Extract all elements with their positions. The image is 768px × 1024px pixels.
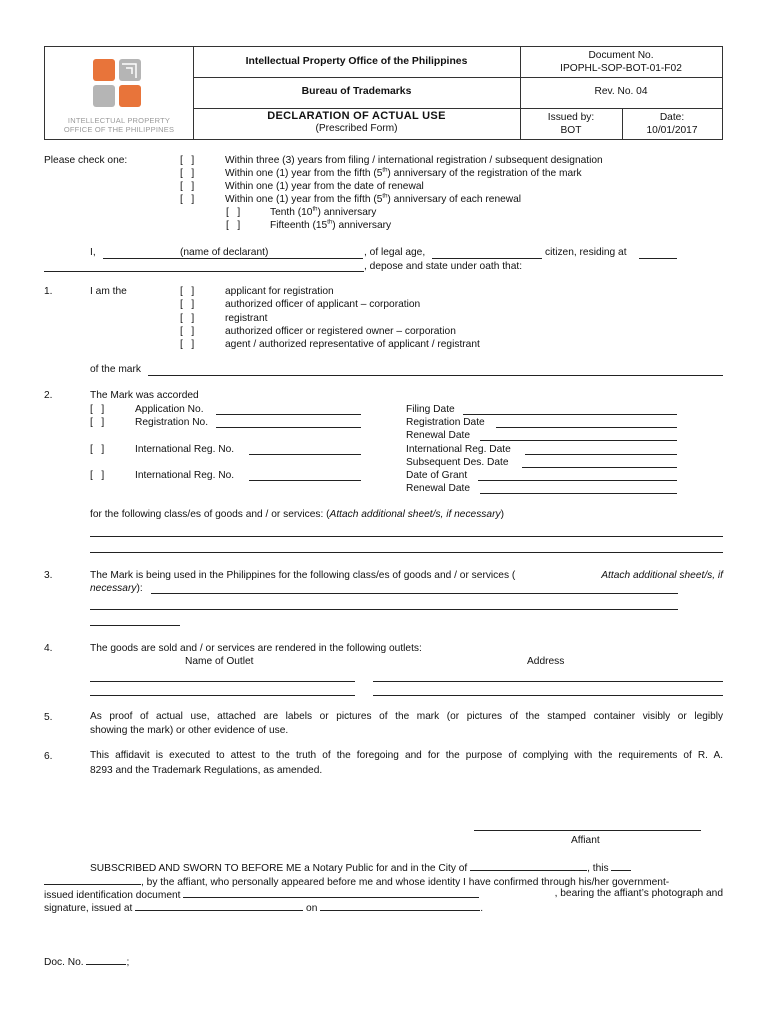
item5-line1: As proof of actual use, attached are labels or pictures of the mark (or pictures of the stamped container visibly or legibly: [90, 711, 723, 722]
check-one-label: Please check one:: [44, 155, 128, 166]
date-value: 10/01/2017: [646, 125, 698, 136]
reg-date-label: Registration Date: [406, 417, 485, 428]
id-document-blank[interactable]: [183, 887, 479, 898]
renewal-date-label: Renewal Date: [406, 430, 470, 441]
item6-number: 6.: [44, 751, 53, 762]
citizen-text: citizen, residing at: [545, 247, 627, 258]
checkbox-3[interactable]: [ ]: [180, 181, 195, 192]
bureau-name: Bureau of Trademarks: [301, 86, 412, 97]
item3-text-line2: necessary):: [90, 583, 143, 594]
reg-no-checkbox[interactable]: [ ]: [90, 417, 105, 428]
classes-line-1[interactable]: [90, 536, 723, 537]
option-fifteenth-anniversary: Fifteenth (15th) anniversary: [270, 219, 392, 231]
option-three-years: Within three (3) years from filing / international registration / subsequent designation: [225, 155, 603, 166]
subsequent-des-date-label: Subsequent Des. Date: [406, 457, 509, 468]
reg-no-label: Registration No.: [135, 417, 209, 428]
item3-text: The Mark is being used in the Philippines for the following class/es of goods and / or services ( Attach additional sheet/s, if: [90, 570, 723, 581]
jurat-line4: signature, issued at on .: [44, 900, 483, 915]
form-title: DECLARATION OF ACTUAL USE: [267, 110, 446, 122]
logo-text-line2: OFFICE OF THE PHILIPPINES: [63, 125, 175, 134]
ipophl-logo: [45, 47, 193, 139]
option-fifth-anniversary-registration: Within one (1) year from the fifth (5th) anniversary of the registration of the mark: [225, 167, 582, 179]
item1-checkbox-1[interactable]: [ ]: [180, 286, 195, 297]
option-fifth-anniversary-renewal: Within one (1) year from the fifth (5th) anniversary of each renewal: [225, 193, 522, 205]
subsequent-des-date-line[interactable]: [522, 467, 677, 468]
form-subtitle: (Prescribed Form): [315, 123, 398, 134]
residence-line-1[interactable]: [639, 258, 677, 259]
date-label: Date:: [659, 112, 685, 123]
residence-line-2[interactable]: [44, 271, 364, 272]
item2-number: 2.: [44, 390, 53, 401]
doc-no-value: IPOPHL-SOP-BOT-01-F02: [560, 63, 682, 74]
city-blank[interactable]: [470, 860, 587, 871]
intl-reg-no-line-2[interactable]: [249, 480, 361, 481]
item3-number: 3.: [44, 570, 53, 581]
checkbox-fifteenth[interactable]: [ ]: [226, 220, 241, 231]
month-year-blank[interactable]: [44, 874, 141, 885]
of-the-mark-label: of the mark: [90, 364, 141, 375]
intl-reg-no-checkbox-2[interactable]: [ ]: [90, 470, 105, 481]
app-no-line[interactable]: [216, 414, 361, 415]
intl-reg-no-label-1: International Reg. No.: [135, 444, 235, 455]
filing-date-line[interactable]: [463, 414, 677, 415]
legal-age-text: , of legal age,: [364, 247, 426, 258]
day-blank[interactable]: [611, 860, 631, 871]
item6-line2: 8293 and the Trademark Regulations, as amended.: [90, 765, 323, 776]
depose-text: , depose and state under oath that:: [364, 261, 523, 272]
citizenship-line[interactable]: [432, 258, 542, 259]
option-date-of-renewal: Within one (1) year from the date of renewal: [225, 181, 424, 192]
grant-date-line[interactable]: [478, 480, 677, 481]
checkbox-1[interactable]: [ ]: [180, 155, 195, 166]
checkbox-tenth[interactable]: [ ]: [226, 207, 241, 218]
intl-reg-no-label-2: International Reg. No.: [135, 470, 235, 481]
issued-by-value: BOT: [560, 125, 582, 136]
jurat-line3: issued identification document , bearing the affiant’s photograph and: [44, 888, 723, 901]
doc-no-entry: Doc. No. ;: [44, 954, 129, 969]
renewal-date-line[interactable]: [480, 440, 677, 441]
item1-checkbox-4[interactable]: [ ]: [180, 326, 195, 337]
item1-option-1: applicant for registration: [225, 286, 334, 297]
item1-option-5: agent / authorized representative of applicant / registrant: [225, 339, 480, 350]
declarant-name-hint: (name of declarant): [180, 247, 269, 258]
item1-checkbox-3[interactable]: [ ]: [180, 313, 195, 324]
issued-on-blank[interactable]: [320, 900, 480, 911]
item3-line-3[interactable]: [90, 625, 180, 626]
outlet-name-line-2[interactable]: [90, 695, 355, 696]
jurat-line2: , by the affiant, who personally appeared before me and whose identity I have confirmed through his/her government-: [44, 874, 669, 889]
declarant-i: I,: [90, 247, 96, 258]
item1-option-2: authorized officer of applicant – corporation: [225, 299, 421, 310]
logo-text-line1: INTELLECTUAL PROPERTY: [67, 116, 171, 125]
reg-date-line[interactable]: [496, 427, 677, 428]
app-no-label: Application No.: [135, 404, 204, 415]
jurat-line1: SUBSCRIBED AND SWORN TO BEFORE ME a Notary Public for and in the City of , this: [90, 860, 631, 875]
issued-by-label: Issued by:: [547, 112, 595, 123]
app-no-checkbox[interactable]: [ ]: [90, 404, 105, 415]
item3-line-1[interactable]: [151, 593, 678, 594]
mark-name-line[interactable]: [148, 375, 723, 376]
item5-number: 5.: [44, 712, 53, 723]
affiant-label: Affiant: [571, 835, 600, 846]
item1-checkbox-2[interactable]: [ ]: [180, 299, 195, 310]
item1-option-4: authorized officer or registered owner – corporation: [225, 326, 456, 337]
issued-at-blank[interactable]: [135, 900, 303, 911]
checkbox-4[interactable]: [ ]: [180, 194, 195, 205]
classes-instruction: for the following class/es of goods and / or services: (Attach additional sheet/s, if necessary): [90, 509, 504, 520]
office-name: Intellectual Property Office of the Philippines: [245, 56, 468, 67]
option-tenth-anniversary: Tenth (10th) anniversary: [270, 206, 377, 218]
renewal-date-line-2[interactable]: [480, 493, 677, 494]
outlet-address-line-1[interactable]: [373, 681, 723, 682]
checkbox-2[interactable]: [ ]: [180, 168, 195, 179]
item6-line1: This affidavit is executed to attest to the truth of the foregoing and for the purpose of complying with the requirements of R. A.: [90, 750, 723, 761]
intl-reg-no-checkbox-1[interactable]: [ ]: [90, 444, 105, 455]
affiant-signature-line[interactable]: [474, 830, 701, 831]
filing-date-label: Filing Date: [406, 404, 455, 415]
reg-no-line[interactable]: [216, 427, 361, 428]
rev-no: Rev. No. 04: [594, 86, 648, 97]
outlet-name-line-1[interactable]: [90, 681, 355, 682]
document-header: [44, 46, 723, 140]
item1-option-3: registrant: [225, 313, 268, 324]
doc-no-blank[interactable]: [86, 954, 126, 965]
item1-number: 1.: [44, 286, 53, 297]
outlet-address-line-2[interactable]: [373, 695, 723, 696]
renewal-date-label-2: Renewal Date: [406, 483, 470, 494]
item4-text: The goods are sold and / or services are rendered in the following outlets:: [90, 643, 422, 654]
item1-label: I am the: [90, 286, 127, 297]
classes-line-2[interactable]: [90, 552, 723, 553]
intl-reg-date-label: International Reg. Date: [406, 444, 511, 455]
intl-reg-date-line[interactable]: [525, 454, 677, 455]
item3-line-2[interactable]: [90, 609, 678, 610]
intl-reg-no-line-1[interactable]: [249, 454, 361, 455]
item5-line2: showing the mark) or other evidence of use.: [90, 725, 289, 736]
outlet-name-header: Name of Outlet: [185, 656, 254, 667]
item4-number: 4.: [44, 643, 53, 654]
outlet-address-header: Address: [527, 656, 565, 667]
item1-checkbox-5[interactable]: [ ]: [180, 339, 195, 350]
item2-label: The Mark was accorded: [90, 390, 199, 401]
doc-no-label: Document No.: [588, 50, 654, 61]
grant-date-label: Date of Grant: [406, 470, 468, 481]
